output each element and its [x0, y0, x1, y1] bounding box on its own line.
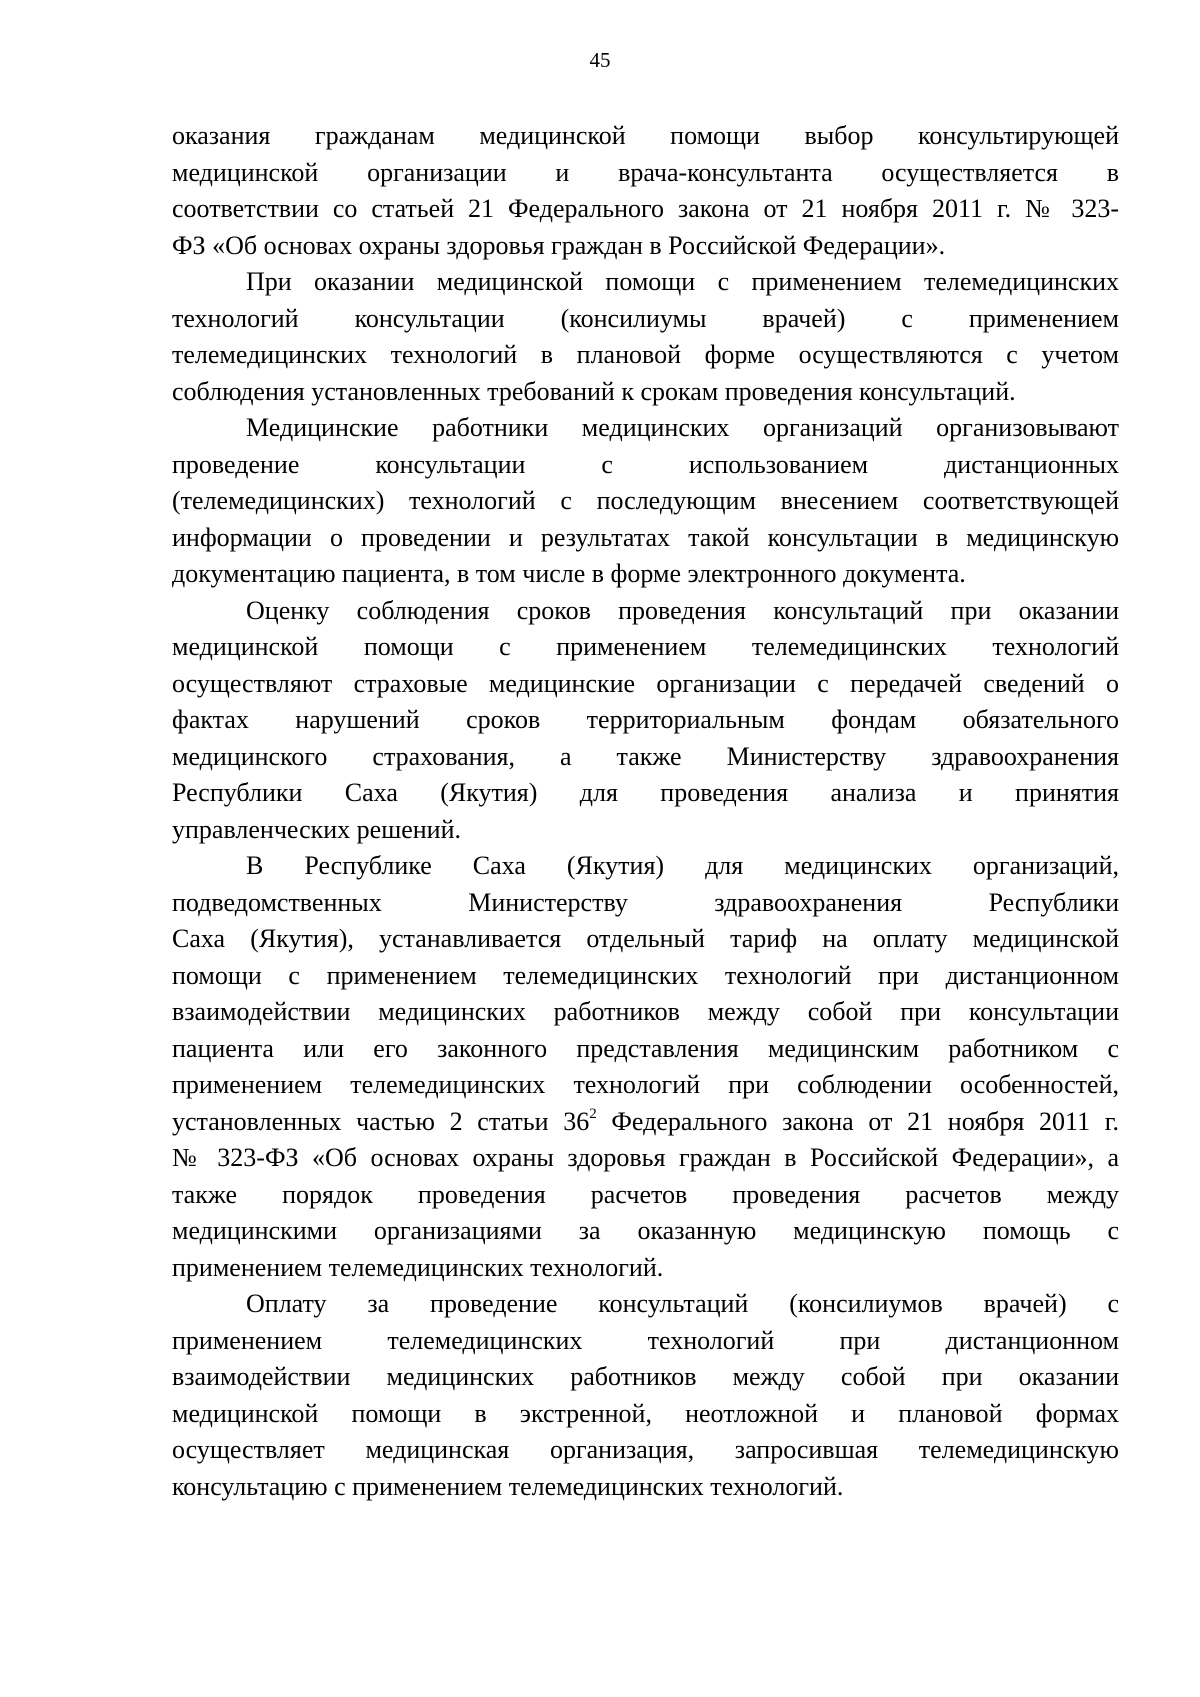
text-line: помощи с применением телемедицинских технологий при дистанционном: [172, 960, 1119, 990]
text-line: взаимодействии медицинских работников между собой при оказании: [172, 1362, 1119, 1391]
text-line: проведение консультации с использованием дистанционных: [172, 449, 1119, 479]
text-line: Оплату за проведение консультаций (консилиумов врачей) с: [246, 1289, 1119, 1318]
text-line: медицинского страхования, а также Министерству здравоохранения: [172, 741, 1119, 771]
paragraph-5: [172, 848, 1119, 1286]
paragraph-6: [172, 1286, 1119, 1505]
text-line: осуществляет медицинская организация, запросившая телемедицинскую: [172, 1435, 1119, 1464]
text-line: фактах нарушений сроков территориальным фондам обязательного: [172, 705, 1119, 734]
text-line: оказания гражданам медицинской помощи выбор консультирующей: [172, 121, 1119, 150]
paragraph-4: [172, 593, 1119, 849]
text-line: медицинской помощи в экстренной, неотложной и плановой формах: [172, 1398, 1119, 1428]
text-line: применением телемедицинских технологий при дистанционном: [172, 1325, 1119, 1355]
paragraph-1: [172, 118, 1119, 264]
text-line: ФЗ «Об основах охраны здоровья граждан в Российской Федерации».: [172, 230, 946, 260]
text-line: пациента или его законного представления медицинским работником с: [172, 1033, 1119, 1063]
text-segment: Федерального закона от 21 ноября 2011 г.: [596, 1106, 1119, 1136]
text-line: В Республике Саха (Якутия) для медицинских организаций,: [246, 851, 1119, 880]
text-line: № 323-ФЗ «Об основах охраны здоровья граждан в Российской Федерации», а: [172, 1143, 1119, 1172]
text-line: управленческих решений.: [172, 814, 462, 844]
text-line: При оказании медицинской помощи с применением телемедицинских: [246, 267, 1119, 296]
text-line: соответствии со статьей 21 Федерального закона от 21 ноября 2011 г. № 323-: [172, 194, 1119, 223]
text-line: документацию пациента, в том числе в форме электронного документа.: [172, 559, 966, 588]
text-line: телемедицинских технологий в плановой форме осуществляются с учетом: [172, 340, 1119, 369]
text-line: соблюдения установленных требований к срокам проведения консультаций.: [172, 376, 1016, 406]
text-line: медицинской помощи с применением телемедицинских технологий: [172, 632, 1119, 661]
page-number: 45: [589, 48, 611, 72]
text-line-with-superscript: [172, 1104, 1119, 1141]
paragraph-2: [172, 264, 1119, 410]
text-line: применением телемедицинских технологий.: [172, 1252, 664, 1282]
text-line: информации о проведении и результатах такой консультации в медицинскую: [172, 522, 1119, 552]
text-line: Республики Саха (Якутия) для проведения анализа и принятия: [172, 778, 1119, 807]
text-line: также порядок проведения расчетов проведения расчетов между: [172, 1179, 1119, 1209]
text-line: медицинской организации и врача-консультанта осуществляется в: [172, 157, 1119, 187]
text-line: подведомственных Министерству здравоохранения Республики: [172, 887, 1119, 917]
text-line: Оценку соблюдения сроков проведения консультаций при оказании: [246, 595, 1119, 625]
text-line: технологий консультации (консилиумы врачей) с применением: [172, 303, 1119, 333]
text-line: осуществляют страховые медицинские организации с передачей сведений о: [172, 668, 1119, 698]
text-line: медицинскими организациями за оказанную медицинскую помощь с: [172, 1216, 1119, 1245]
text-segment: установленных частью 2 статьи 36: [172, 1106, 590, 1136]
document-body: [172, 118, 1119, 1505]
paragraph-3: [172, 410, 1119, 593]
text-line: применением телемедицинских технологий при соблюдении особенностей,: [172, 1070, 1119, 1099]
text-line: Медицинские работники медицинских организаций организовывают: [246, 413, 1119, 442]
text-line: (телемедицинских) технологий с последующим внесением соответствующей: [172, 486, 1119, 515]
text-line: консультацию с применением телемедицинских технологий.: [172, 1471, 844, 1501]
text-line: Саха (Якутия), устанавливается отдельный тариф на оплату медицинской: [172, 924, 1119, 953]
text-line: взаимодействии медицинских работников между собой при консультации: [172, 997, 1119, 1026]
superscript: 2: [589, 1105, 597, 1122]
